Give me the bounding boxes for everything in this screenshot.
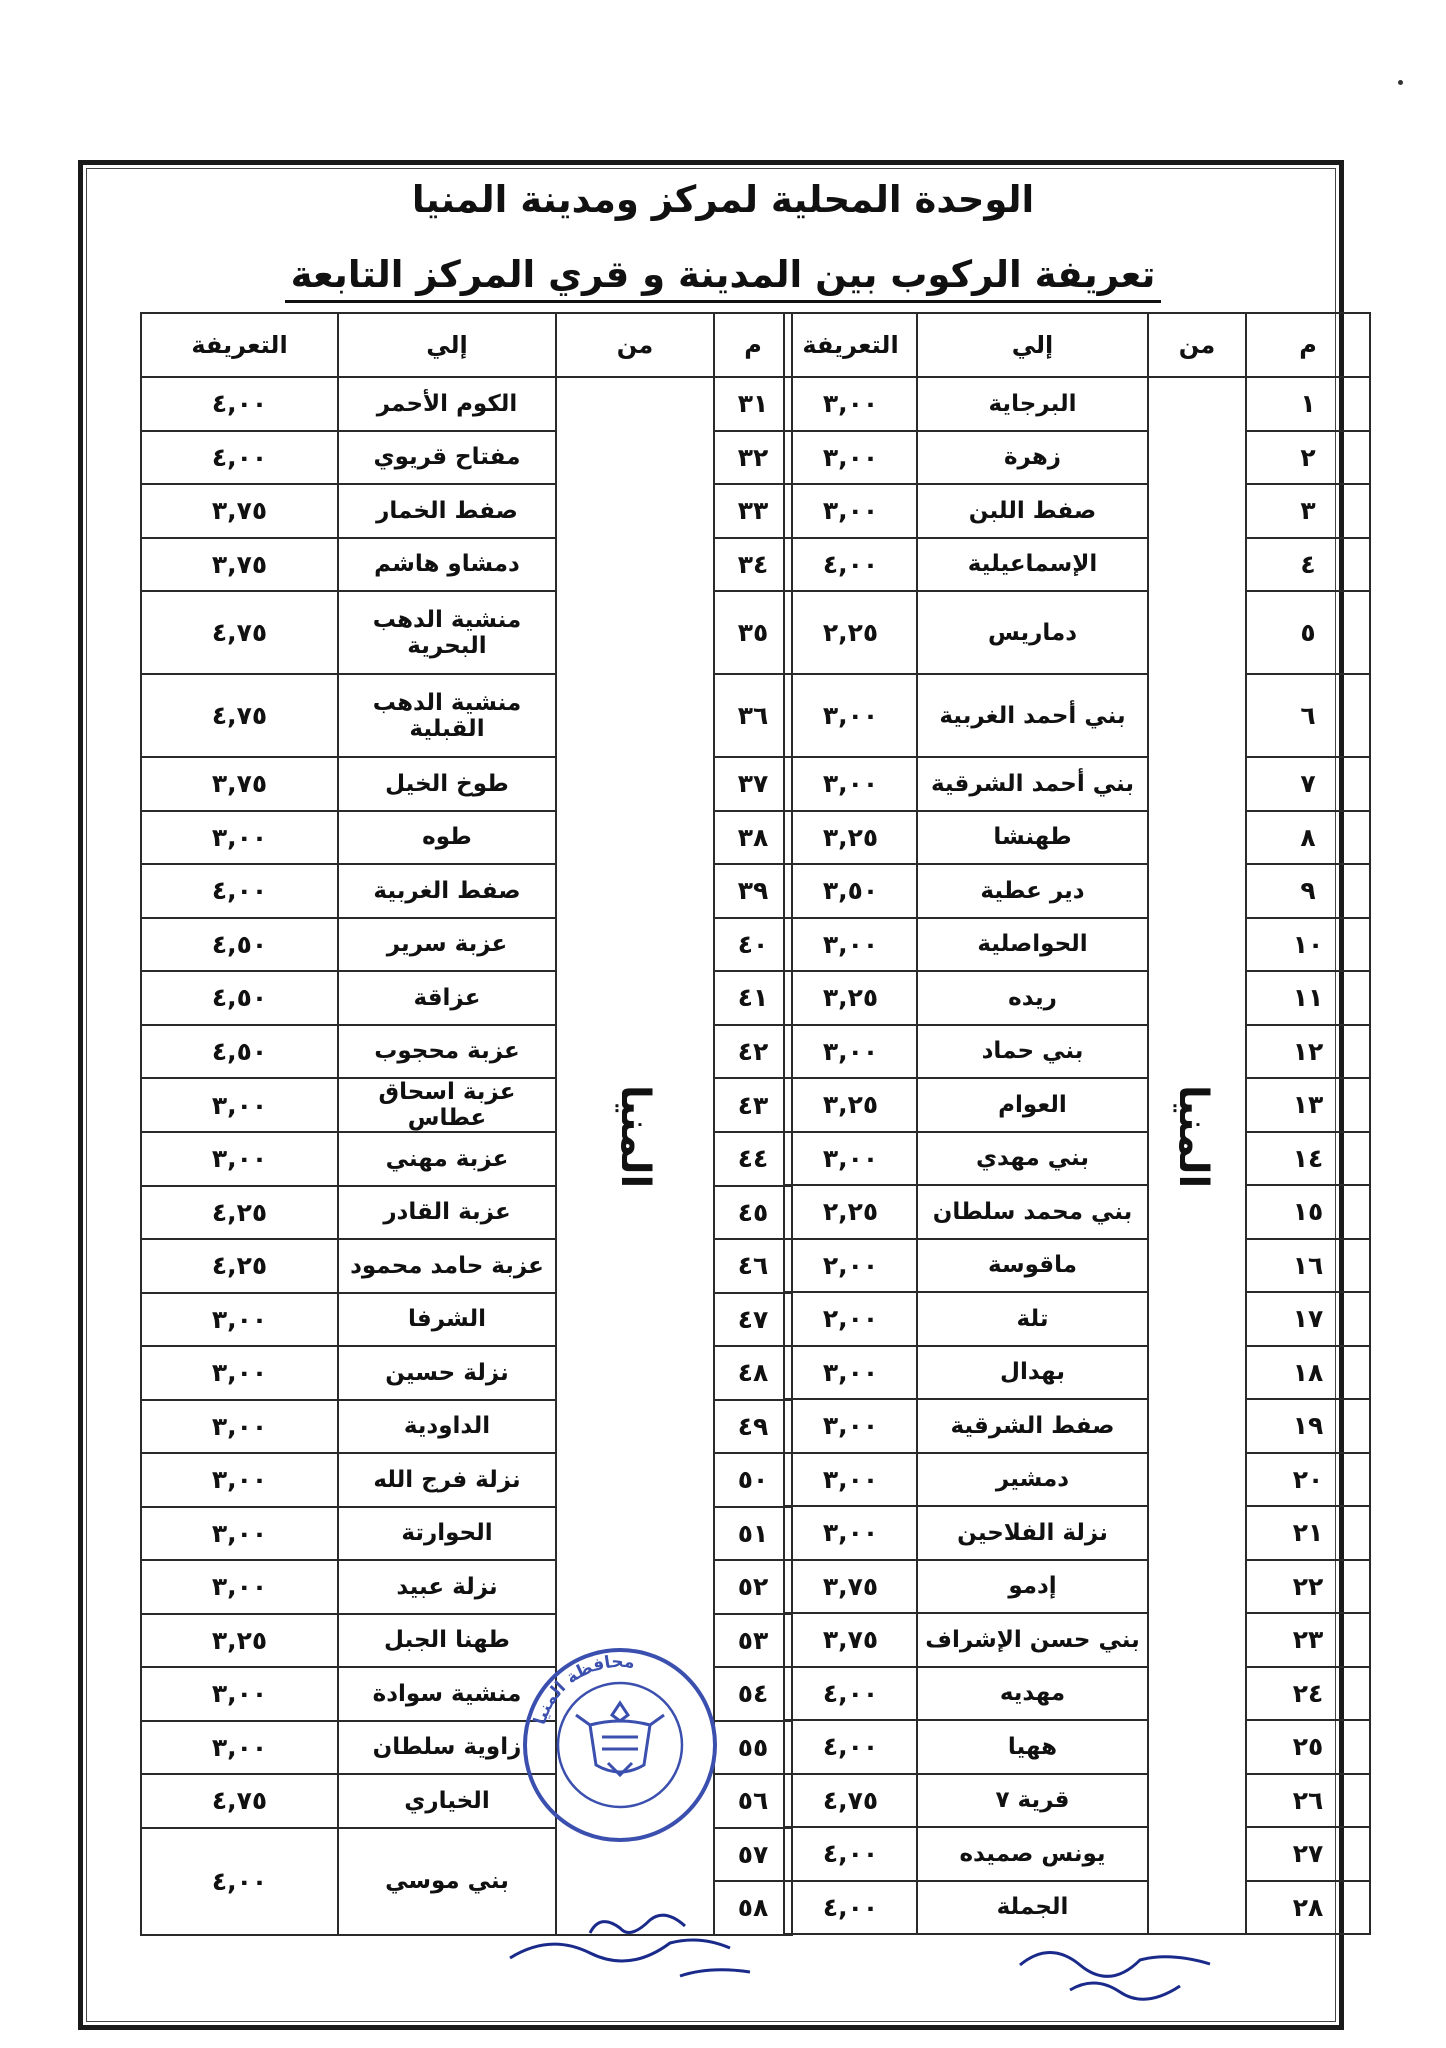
table-row: [784, 1185, 1370, 1239]
destination-cell: مهديه: [917, 1667, 1148, 1721]
origin-cell: [556, 1186, 714, 1240]
origin-cell: [1148, 918, 1246, 972]
table-row: [784, 971, 1370, 1025]
table-row: [784, 1292, 1370, 1346]
table-row: [784, 1881, 1370, 1935]
destination-cell: صفط اللبن: [917, 484, 1148, 538]
origin-cell: [1148, 591, 1246, 674]
fare-cell: ٤,٠٠: [141, 377, 338, 431]
fare-cell: ٣,٠٠: [141, 1507, 338, 1561]
destination-cell: الحوارتة: [338, 1507, 556, 1561]
fare-cell: ٤,٥٠: [141, 918, 338, 972]
destination-cell: الحواصلية: [917, 918, 1148, 972]
index-cell: ٣١: [714, 377, 792, 431]
index-cell: ١١: [1246, 971, 1370, 1025]
fare-cell: ٣,٠٠: [784, 674, 917, 757]
fare-cell: ٤,٥٠: [141, 971, 338, 1025]
index-cell: ١٩: [1246, 1399, 1370, 1453]
destination-cell: دمشاو هاشم: [338, 538, 556, 592]
index-cell: ٣: [1246, 484, 1370, 538]
destination-cell: بني محمد سلطان: [917, 1185, 1148, 1239]
table-row: [784, 1827, 1370, 1881]
fare-cell: ٣,٠٠: [784, 1025, 917, 1079]
destination-cell: عزاقة: [338, 971, 556, 1025]
destination-cell: عزبة محجوب: [338, 1025, 556, 1079]
table-row: [784, 1667, 1370, 1721]
origin-cell: [556, 484, 714, 538]
origin-cell: [1148, 971, 1246, 1025]
index-cell: ٢١: [1246, 1506, 1370, 1560]
stamp-text: محافظة المنيا: [529, 1651, 636, 1728]
origin-cell: [1148, 1346, 1246, 1400]
origin-cell: [1148, 811, 1246, 865]
header-from: من: [556, 313, 714, 377]
destination-cell: الكوم الأحمر: [338, 377, 556, 431]
fare-cell: ٣,٠٠: [141, 1721, 338, 1775]
destination-cell: العوام: [917, 1078, 1148, 1132]
header-to: إلي: [338, 313, 556, 377]
table-row: [141, 971, 792, 1025]
index-cell: ٤٨: [714, 1346, 792, 1400]
index-cell: ٣٥: [714, 591, 792, 674]
fare-cell: ٤,٠٠: [784, 1881, 917, 1935]
fare-cell: ٣,٠٠: [784, 1506, 917, 1560]
table-row: [784, 538, 1370, 592]
fare-cell: ٣,٠٠: [141, 811, 338, 865]
fare-cell: ٣,٢٥: [784, 971, 917, 1025]
origin-cell: [1148, 1667, 1246, 1721]
fare-cell: ٣,٠٠: [784, 377, 917, 431]
origin-cell: [556, 757, 714, 811]
index-cell: ٤٤: [714, 1132, 792, 1186]
index-cell: ٣٨: [714, 811, 792, 865]
table-row: [784, 864, 1370, 918]
fare-cell: ٤,٠٠: [784, 538, 917, 592]
origin-cell: [1148, 1399, 1246, 1453]
destination-cell: الشرفا: [338, 1293, 556, 1347]
fare-cell: ٣,٧٥: [141, 757, 338, 811]
index-cell: ٢٧: [1246, 1827, 1370, 1881]
origin-cell: [1148, 1185, 1246, 1239]
fare-cell: ٢,٠٠: [784, 1239, 917, 1293]
table-row: [141, 1293, 792, 1347]
fare-cell: ٣,٠٠: [141, 1453, 338, 1507]
fare-cell: ٣,٠٠: [141, 1132, 338, 1186]
destination-cell: بني حماد: [917, 1025, 1148, 1079]
index-cell: ٧: [1246, 757, 1370, 811]
fare-cell: ٣,٠٠: [784, 1346, 917, 1400]
fare-cell: ٤,٧٥: [141, 674, 338, 757]
destination-cell: الخياري: [338, 1774, 556, 1828]
page-subtitle: [0, 253, 1446, 296]
origin-cell: [1148, 377, 1246, 431]
fare-cell: ٣,٧٥: [141, 484, 338, 538]
fare-cell: ٣,٥٠: [784, 864, 917, 918]
fare-cell: ٣,٠٠: [141, 1560, 338, 1614]
fare-cell: ٤,٧٥: [141, 1774, 338, 1828]
table-row: [784, 757, 1370, 811]
index-cell: ١٠: [1246, 918, 1370, 972]
table-row: [141, 1453, 792, 1507]
fare-cell: ٢,٠٠: [784, 1292, 917, 1346]
destination-cell: بني موسي: [338, 1828, 556, 1935]
index-cell: ٥٤: [714, 1667, 792, 1721]
index-cell: ٢٣: [1246, 1613, 1370, 1667]
index-cell: ١٦: [1246, 1239, 1370, 1293]
destination-cell: عزبة مهني: [338, 1132, 556, 1186]
index-cell: ٣٧: [714, 757, 792, 811]
index-cell: ٥٥: [714, 1721, 792, 1775]
origin-cell: [1148, 1881, 1246, 1935]
destination-cell: بني حسن الإشراف: [917, 1613, 1148, 1667]
table-row: [141, 918, 792, 972]
table-row: [141, 1025, 792, 1079]
svg-text:محافظة المنيا: [530, 1652, 636, 1727]
destination-cell: نزلة الفلاحين: [917, 1506, 1148, 1560]
fare-cell: ٤,٢٥: [141, 1239, 338, 1293]
table-row: [141, 591, 792, 674]
index-cell: ٥٠: [714, 1453, 792, 1507]
fare-cell: ٣,٠٠: [141, 1078, 338, 1132]
origin-cell: [1148, 1560, 1246, 1614]
table-row: [784, 1506, 1370, 1560]
table-row: [784, 484, 1370, 538]
destination-cell: عزبة حامد محمود: [338, 1239, 556, 1293]
origin-cell: [556, 1025, 714, 1079]
index-cell: ١: [1246, 377, 1370, 431]
table-row: [784, 1560, 1370, 1614]
destination-cell: صفط الغربية: [338, 864, 556, 918]
destination-cell: قرية ٧: [917, 1774, 1148, 1828]
origin-cell: [1148, 1613, 1246, 1667]
index-cell: ٤٦: [714, 1239, 792, 1293]
origin-cell: [556, 1346, 714, 1400]
table-row: [141, 1132, 792, 1186]
destination-cell: مفتاح قريوي: [338, 431, 556, 485]
origin-cell: [1148, 1292, 1246, 1346]
fare-cell: ٣,٠٠: [784, 757, 917, 811]
index-cell: ٥: [1246, 591, 1370, 674]
destination-cell: ههيا: [917, 1720, 1148, 1774]
signature-left: [500, 1898, 780, 1988]
fare-cell: ٣,٠٠: [784, 1132, 917, 1186]
origin-cell: [556, 377, 714, 431]
header-to: إلي: [917, 313, 1148, 377]
destination-cell: ريده: [917, 971, 1148, 1025]
table-row: [784, 591, 1370, 674]
destination-cell: صفط الخمار: [338, 484, 556, 538]
origin-cell: [556, 591, 714, 674]
destination-cell: دير عطية: [917, 864, 1148, 918]
table-row: [784, 918, 1370, 972]
index-cell: ٣٦: [714, 674, 792, 757]
index-cell: ١٧: [1246, 1292, 1370, 1346]
header-from: من: [1148, 313, 1246, 377]
fare-cell: ٣,٢٥: [141, 1614, 338, 1668]
origin-cell: [556, 918, 714, 972]
table-row: [141, 431, 792, 485]
table-row: [784, 1453, 1370, 1507]
destination-cell: البرجاية: [917, 377, 1148, 431]
origin-cell: [1148, 1720, 1246, 1774]
fare-cell: ٣,٧٥: [784, 1613, 917, 1667]
destination-cell: دمشير: [917, 1453, 1148, 1507]
origin-cell: [556, 971, 714, 1025]
index-cell: ٣٤: [714, 538, 792, 592]
table-row: [141, 1507, 792, 1561]
table-row: [141, 1346, 792, 1400]
table-row: [784, 1132, 1370, 1186]
fare-cell: ٤,٠٠: [141, 864, 338, 918]
destination-cell: تلة: [917, 1292, 1148, 1346]
table-row: [141, 484, 792, 538]
index-cell: ١٤: [1246, 1132, 1370, 1186]
index-cell: ٤٠: [714, 918, 792, 972]
origin-cell: [1148, 1453, 1246, 1507]
signature-right: [1010, 1935, 1220, 2010]
origin-cell: [1148, 1774, 1246, 1828]
fare-cell: ٣,٧٥: [784, 1560, 917, 1614]
origin-cell: [1148, 538, 1246, 592]
table-row: [784, 377, 1370, 431]
table-row: [141, 377, 792, 431]
eagle-emblem-icon: [576, 1703, 664, 1775]
origin-cell: [556, 1293, 714, 1347]
destination-cell: طوه: [338, 811, 556, 865]
destination-cell: زاوية سلطان: [338, 1721, 556, 1775]
subtitle-text: تعريفة الركوب بين المدينة و قري المركز التابعة: [285, 253, 1162, 303]
table-row: [141, 674, 792, 757]
destination-cell: نزلة فرج الله: [338, 1453, 556, 1507]
index-cell: ٢٨: [1246, 1881, 1370, 1935]
index-cell: ٤٩: [714, 1400, 792, 1454]
index-cell: ٥٦: [714, 1774, 792, 1828]
destination-cell: بهدال: [917, 1346, 1148, 1400]
destination-cell: عزبة اسحاق عطاس: [338, 1078, 556, 1132]
origin-cell: [556, 1453, 714, 1507]
destination-cell: الداودية: [338, 1400, 556, 1454]
fare-cell: ٤,٠٠: [784, 1827, 917, 1881]
table-row: [784, 1239, 1370, 1293]
table-row: [141, 1560, 792, 1614]
index-cell: ٢٤: [1246, 1667, 1370, 1721]
index-cell: ٥٣: [714, 1614, 792, 1668]
index-cell: ٦: [1246, 674, 1370, 757]
table-row: [141, 1186, 792, 1240]
index-cell: ٨: [1246, 811, 1370, 865]
destination-cell: منشية الدهب البحرية: [338, 591, 556, 674]
origin-cell: [556, 1400, 714, 1454]
header-fare: التعريفة: [784, 313, 917, 377]
index-cell: ٥٧: [714, 1828, 792, 1882]
destination-cell: نزلة عبيد: [338, 1560, 556, 1614]
destination-cell: منشية سوادة: [338, 1667, 556, 1721]
fare-cell: ٤,٠٠: [141, 431, 338, 485]
destination-cell: الجملة: [917, 1881, 1148, 1935]
fare-cell: ٣,٢٥: [784, 1078, 917, 1132]
table-row: [141, 811, 792, 865]
fare-table-right: [783, 312, 1371, 1935]
origin-cell: [556, 538, 714, 592]
table-row: [784, 1346, 1370, 1400]
from-label-right: المنيا: [1170, 1085, 1216, 1189]
index-cell: ٤٧: [714, 1293, 792, 1347]
fare-cell: ٣,٠٠: [141, 1293, 338, 1347]
fare-cell: ٤,٧٥: [784, 1774, 917, 1828]
fare-cell: ٤,٥٠: [141, 1025, 338, 1079]
origin-cell: [556, 864, 714, 918]
table-row: [141, 1078, 792, 1132]
destination-cell: إدمو: [917, 1560, 1148, 1614]
destination-cell: طهنا الجبل: [338, 1614, 556, 1668]
destination-cell: الإسماعيلية: [917, 538, 1148, 592]
index-cell: ٤١: [714, 971, 792, 1025]
table-row: [784, 811, 1370, 865]
index-cell: ١٥: [1246, 1185, 1370, 1239]
index-cell: ٩: [1246, 864, 1370, 918]
index-cell: ١٢: [1246, 1025, 1370, 1079]
origin-cell: [1148, 757, 1246, 811]
fare-cell: ٣,٠٠: [784, 1399, 917, 1453]
origin-cell: [1148, 1506, 1246, 1560]
destination-cell: عزبة القادر: [338, 1186, 556, 1240]
index-cell: ٤٣: [714, 1078, 792, 1132]
destination-cell: طوخ الخيل: [338, 757, 556, 811]
official-stamp: [520, 1645, 720, 1845]
fare-cell: ٣,٠٠: [784, 431, 917, 485]
index-cell: ٣٢: [714, 431, 792, 485]
table-row: [784, 1025, 1370, 1079]
table-row: [784, 1720, 1370, 1774]
fare-cell: ٤,٠٠: [784, 1667, 917, 1721]
table-row: [784, 1078, 1370, 1132]
table-row: [784, 1399, 1370, 1453]
fare-cell: ٢,٢٥: [784, 591, 917, 674]
destination-cell: صفط الشرقية: [917, 1399, 1148, 1453]
origin-cell: [1148, 674, 1246, 757]
origin-cell: [556, 811, 714, 865]
origin-cell: [1148, 431, 1246, 485]
index-cell: ١٨: [1246, 1346, 1370, 1400]
fare-cell: ٣,٠٠: [141, 1667, 338, 1721]
origin-cell: [556, 1239, 714, 1293]
destination-cell: منشية الدهب القبلية: [338, 674, 556, 757]
from-label-left: المنيا: [612, 1085, 658, 1189]
index-cell: ٤٢: [714, 1025, 792, 1079]
stray-mark: [1398, 80, 1403, 85]
origin-cell: [556, 431, 714, 485]
destination-cell: عزبة سرير: [338, 918, 556, 972]
index-cell: ٢٥: [1246, 1720, 1370, 1774]
fare-cell: ٣,٠٠: [141, 1346, 338, 1400]
fare-cell: ٣,٠٠: [784, 484, 917, 538]
table-row: [141, 538, 792, 592]
origin-cell: [1148, 1239, 1246, 1293]
origin-cell: [1148, 1025, 1246, 1079]
table-row: [784, 674, 1370, 757]
page-title: الوحدة المحلية لمركز ومدينة المنيا: [411, 178, 1035, 221]
index-cell: ٥١: [714, 1507, 792, 1561]
fare-cell: ٣,٧٥: [141, 538, 338, 592]
index-cell: ٥٢: [714, 1560, 792, 1614]
fare-cell: ٤,٠٠: [784, 1720, 917, 1774]
table-row: [784, 431, 1370, 485]
table-row: [141, 1400, 792, 1454]
index-cell: ٣٣: [714, 484, 792, 538]
header-m: م: [1246, 313, 1370, 377]
table-row: [141, 864, 792, 918]
fare-cell: ٣,٠٠: [784, 918, 917, 972]
index-cell: ١٣: [1246, 1078, 1370, 1132]
origin-cell: [556, 674, 714, 757]
fare-cell: ٢,٢٥: [784, 1185, 917, 1239]
origin-cell: [556, 1507, 714, 1561]
index-cell: ٤: [1246, 538, 1370, 592]
fare-cell: ٣,٢٥: [784, 811, 917, 865]
index-cell: ٢: [1246, 431, 1370, 485]
table-row: [141, 757, 792, 811]
destination-cell: بني أحمد الشرقية: [917, 757, 1148, 811]
origin-cell: [1148, 484, 1246, 538]
index-cell: ٢٠: [1246, 1453, 1370, 1507]
index-cell: ٢٢: [1246, 1560, 1370, 1614]
origin-cell: [1148, 864, 1246, 918]
fare-cell: ٤,٢٥: [141, 1186, 338, 1240]
fare-cell: ٣,٠٠: [141, 1400, 338, 1454]
table-row: [141, 1239, 792, 1293]
destination-cell: دماريس: [917, 591, 1148, 674]
destination-cell: طهنشا: [917, 811, 1148, 865]
index-cell: ٣٩: [714, 864, 792, 918]
index-cell: ٥٨: [714, 1881, 792, 1935]
fare-cell: ٣,٠٠: [784, 1453, 917, 1507]
fare-cell: ٤,٠٠: [141, 1828, 338, 1935]
destination-cell: ماقوسة: [917, 1239, 1148, 1293]
origin-cell: [1148, 1827, 1246, 1881]
origin-cell: [556, 1560, 714, 1614]
destination-cell: يونس صميده: [917, 1827, 1148, 1881]
destination-cell: بني مهدي: [917, 1132, 1148, 1186]
index-cell: ٢٦: [1246, 1774, 1370, 1828]
fare-cell: ٤,٧٥: [141, 591, 338, 674]
table-row: [784, 1774, 1370, 1828]
table-row: [784, 1613, 1370, 1667]
header-fare: التعريفة: [141, 313, 338, 377]
header-m: م: [714, 313, 792, 377]
destination-cell: زهرة: [917, 431, 1148, 485]
index-cell: ٤٥: [714, 1186, 792, 1240]
destination-cell: نزلة حسين: [338, 1346, 556, 1400]
destination-cell: بني أحمد الغربية: [917, 674, 1148, 757]
